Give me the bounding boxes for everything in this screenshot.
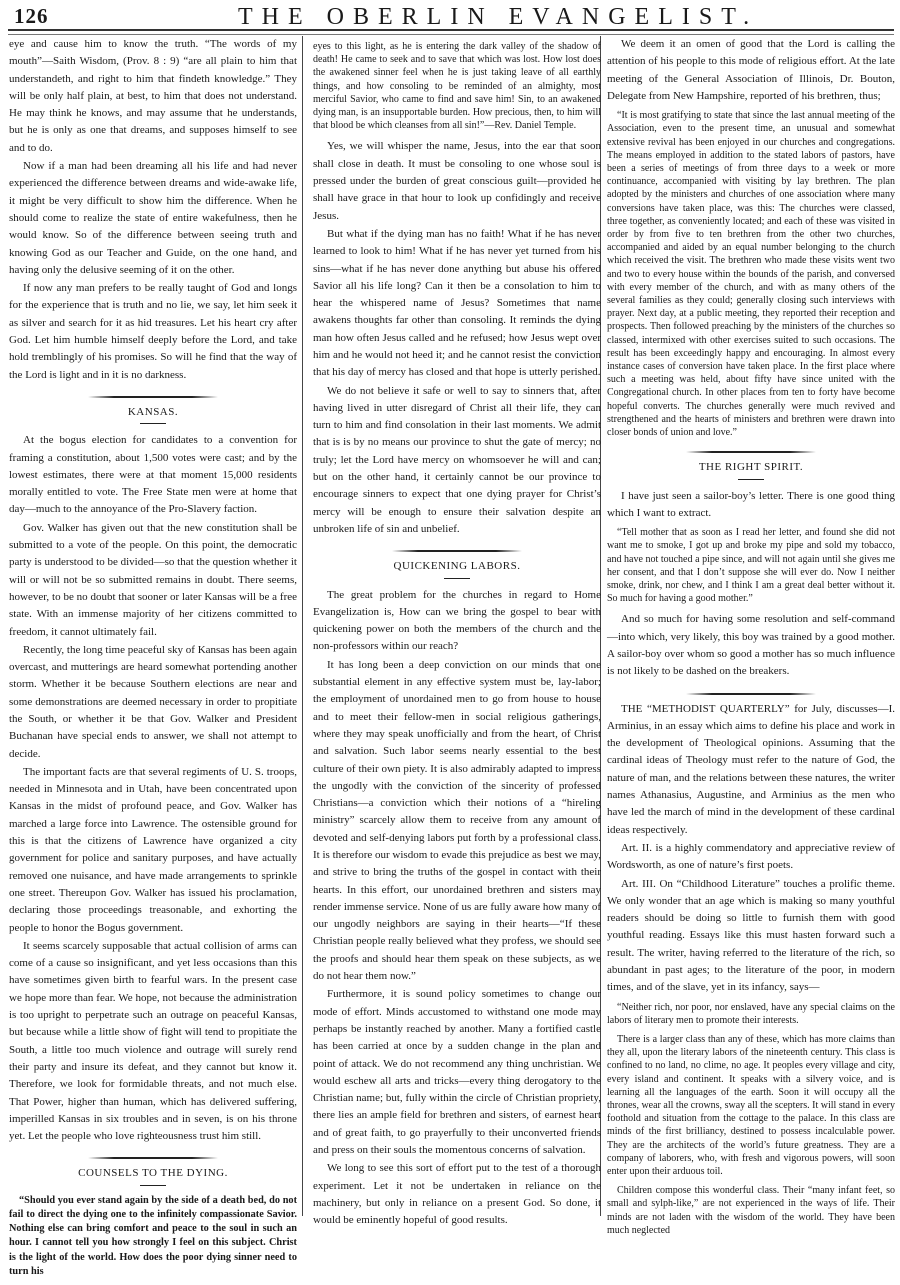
quoted-passage: “Neither rich, nor poor, nor enslaved, have any special claims on the labors of literary men to promote their interests. xyxy=(607,1001,895,1026)
paragraph: THE “METHODIST QUARTERLY” for July, discusses—I. Arminius, in an essay which aims to define his place and work in the development of Theological opinions. Assuming that the cardinal ideas of Theology must refer to the nature of God, the nature of man, and the relations between these natures, the writer names Athanasius, Augustine, and Arminius as the men who have led the march of mind in the development of these cardinal ideas respectively. xyxy=(607,702,895,836)
section-divider xyxy=(88,1157,218,1159)
paragraph: I have just seen a sailor-boy’s letter. There is one good thing which I want to extract. xyxy=(607,489,895,519)
paragraph: The important facts are that several regiments of U. S. troops, needed in Minnesota and in Utah, have been concentrated upon Kansas in the midst of profound peace, and Gov. Walker has marched a large force into Lawrence. The ostensible ground for this is that the citizens of Lawrence have organized a city government for police and sanitary purposes, and have actually removed one nuisance, and have made arrangements to sprinkle one street. Thereupon Gov. Walker has issued his proclamation, declaring those proceedings treasonable, and exhorting the people to honor the Bogus government. xyxy=(9,765,297,934)
heading-underline xyxy=(140,1185,166,1186)
paragraph: But what if the dying man has no faith! What if he has never learned to look to him! What if he has never yet turned from his sins—what if he has never done anything but abuse his offered Savior all his life long? Can it then be a consolation to him to hear the whispered name of Jesus? Sometimes that name awakens thoughts far other than consoling. It reminds the dying man how often Jesus called and he refused; how Jesus wept over him and he would not heed it; and he cannot resist the conviction that his day of mercy has closed and that hope is utterly perished. xyxy=(313,227,601,379)
quoted-passage: eyes to this light, as he is entering the dark valley of the shadow of death! He came to seek and to save that which was lost. How lost does the awakened sinner feel when he is just taking leave of all earthly things, and how consoling to be reminded of an almighty, most merciful Savior, who came to find and save him! Sin, to an awakened dying man, is an insupportable burden. How precious, then, to him will that blood be which cleanses from all sin!”—Rev. Daniel Temple. xyxy=(313,41,601,132)
paragraph: eye and cause him to know the truth. “The words of my mouth”—Saith Wisdom, (Prov. 8 : 9) “are all plain to him that understandeth, and right to him that findeth knowledge.” They will be only half plain, at best, to him that does not understand. He may think he knows, and may assume that he understands, but he is only as one that dreams, and supposes himself to see and to do. xyxy=(9,38,297,154)
section-heading: KANSAS. xyxy=(127,405,179,418)
column-3 xyxy=(607,36,895,1243)
paragraph: Now if a man had been dreaming all his life and had never experienced the difference between dreams and wide-awake life, it might be very difficult to show him the difference. When he should come to realize the state of entire wakefulness, then he would know. So of the difference between seeing truth and knowing God as our Teacher and Guide, on the one hand, and having only the delusive seeming of it on the other. xyxy=(9,160,297,276)
heading-underline xyxy=(140,423,166,424)
paragraph: If now any man prefers to be really taught of God and longs for the experience that is truth and no lie, we say, let him seek it as silver and search for it as hid treasures. Let his heart cry after God. Let him humble himself deeply before the Lord, and take hold tremblingly of his promises. So will he find that the way of the Lord is light and in it is no darkness. xyxy=(9,282,297,381)
paragraph: It seems scarcely supposable that actual collision of arms can come of a cause so insignificant, and yet less occasions than this have sometimes given birth to fearful wars. In the present case we hope more than fear. We hope, not because the administration is too upright to perpetrate such an outrage on peaceful Kansas, but because while a little show of fight will tend to propitiate the South, a little too much violence and outrage will surely rend their party and insure its defeat, and they cannot but know it. Therefore, we look for formidable threats, and not much else. That Power, higher than human, which has delivered suffering, imperilled Kansas in six troubles and in seven, is on his throne yet. Let the people who love righteousness trust him still. xyxy=(9,939,297,1143)
section-divider xyxy=(686,693,816,695)
paragraph: Art. III. On “Childhood Literature” touches a prolific theme. We only wonder that an age which is making so many youthful readers should be doing so little to furnish them with good youthful reading. Essays like this must hasten forward such a result. The writer, having referred to the literature of the rich, so abundant in past ages; to the literature of the poor, in modern times, and of the slave, yet in its infancy, says— xyxy=(607,877,895,994)
quoted-passage: Children compose this wonderful class. Their “many infant feet, so small and sylph-like,” are not experienced in the ways of life. Their minds are not laden with the wisdom of the world. They have been much neglected xyxy=(607,1185,895,1236)
column-rule xyxy=(302,36,303,1216)
paragraph: Gov. Walker has given out that the new constitution shall be submitted to a vote of the people. On this point, the democratic party is understood to be divided—so that the question whether it will or will not be so submitted remains in doubt. There seems, however, to be no doubt that sooner or later Kansas will be a free state. With an immense majority of her citizens committed to freedom, it cannot ultimately fail. xyxy=(9,521,297,638)
paragraph: Yes, we will whisper the name, Jesus, into the ear that soon shall close in death. It must be consoling to one whose soul is pressed under the burden of great conscious guilt—provided he shall have grace in that hour to look up confidingly and receive Jesus. xyxy=(313,140,601,222)
paragraph: We long to see this sort of effort put to the test of a thorough experiment. Let it not be undertaken in reliance on the machinery, but only in reliance on a present God. So done, it would be eminently hopeful of good results. xyxy=(313,1162,601,1227)
column-1 xyxy=(9,36,297,1285)
newspaper-title: THE OBERLIN EVANGELIST. xyxy=(238,4,759,30)
quoted-passage: There is a larger class than any of these, which has more claims than they all, upon the literary labors of the nineteenth century. This class is confined to no land, no clime, no age. It peoples every village and city, every island and continent. It speaks with a silvery voice, and is learning all the languages of the earth. Soon it will occupy all the thrones, wear all the crowns, sway all the scepters. It will stand in every foothold and situation from the cottage to the palace. In this class are minds of the first brilliancy, destined to possess incalculable power. They are the architects of the world’s future greatness. They are a company of laborers, who, with fresh and vigorous powers, will soon enter upon their arduous toil. xyxy=(607,1034,895,1178)
quoted-passage: “Should you ever stand again by the side of a death bed, do not fail to direct the dying one to the infinitely compassionate Savior. Nothing else can bring comfort and peace to the soul in such an hour. I cannot tell you how strongly I feel on this subject. Christ is the light of the world. How does the poor dying sinner need to turn his xyxy=(9,1194,297,1277)
masthead-rule xyxy=(8,29,894,35)
paragraph: It has long been a deep conviction on our minds that one substantial element in any effective system must be, lay-labor; the employment of unordained men to go from house to house and to meet their fellow-men in social religious gatherings, where they may speak unofficially and from the heart, of Christ and salvation. Such labor seems nearly essential to the best culture of their own piety. It is also admirably adapted to impress the ungodly with the conviction of the sincerity of professed Christians—a conviction which their notions of a “hireling ministry” scarcely allow them to receive from any amount of devoted and self-denying labors put forth by a professional class. It is therefore our wisdom to evade this prejudice as best we may, and strive to bring the truths of the gospel in contact with their hearts. In this effort, our unordained brethren and sisters may render immense service. None of us are fully aware how many of our ungodly neighbors are saying in their hearts—“If these Christian people really believed what they profess, we should see the proofs and should hear them speak on these subjects, as we do not hear them now.” xyxy=(313,658,601,983)
masthead xyxy=(8,4,894,28)
section-divider xyxy=(88,396,218,398)
paragraph: We do not believe it safe or well to say to sinners that, after having lived in utter disregard of Christ all their life, they can turn to him and find consolation in their last moments. We admit that is is by no means our province to shut the gate of mercy; no truly; let the Lord have mercy on whomsoever he will and can; but on the other hand, it certainly cannot be our province to encourage sinners to expect that one dying prayer for Christ’s mercy will be enough to ensure their salvation despite an unbroken life of sin and unbelief. xyxy=(313,384,601,535)
paragraph: Furthermore, it is sound policy sometimes to change our mode of effort. Minds accustomed to withstand one mode may perhaps be instantly reached by another. Many a fortified castle has been carried at once by a sudden change in the plan and point of attack. We do not recommend any thing unchristian. We would eschew all arts and tricks—every thing derogatory to the Christian name; but, fully within the circle of Christian propriety, there lies an ample field for brethren and sisters, of earnest heart and of great faith, to go prayerfully to their unconverted friends and press on their souls the momentous concerns of salvation. xyxy=(313,988,601,1157)
page-number: 126 xyxy=(14,4,49,28)
heading-underline xyxy=(444,578,470,579)
paragraph: Art. II. is a highly commendatory and appreciative review of Wordsworth, as one of nature’s first poets. xyxy=(607,841,895,872)
paragraph: And so much for having some resolution and self-command—into which, very likely, this boy was trained by a good mother. A sailor-boy over whom so good a mother has so much influence is not likely to be dashed on the breakers. xyxy=(607,613,895,678)
paragraph: Recently, the long time peaceful sky of Kansas has been again overcast, and mutterings are heard somewhat portending another storm. Whether it be because Southern elections are near and some demonstrations are deemed necessary in order to propitiate the South, or whether it be that Gov. Walker and President Buchanan have special ends to answer, we shall not attempt to decide. xyxy=(9,643,297,760)
column-2 xyxy=(313,36,601,1231)
section-divider xyxy=(392,550,522,552)
paragraph: The great problem for the churches in regard to Home Evangelization is, How can we bring the gospel to bear with quickening power on both the members of the church and the non-professors within our reach? xyxy=(313,588,601,653)
section-heading: THE RIGHT SPIRIT. xyxy=(698,461,804,474)
quoted-passage: “Tell mother that as soon as I read her letter, and found she did not want me to smoke, I got up and broke my pipe and sold my tobacco, and have not touched a pipe since, and will not again until she gives me her consent, and that I don’t suppose she will ever do. Now I neither smoke, drink, nor chew, and I think I am a great deal better without it. So much for having a good mother.” xyxy=(607,527,895,605)
quoted-passage: “It is most gratifying to state that since the last annual meeting of the Association, even to the present time, an unusual and somewhat extensive revival has been enjoyed in our churches and congregations. The means employed in addition to the stated labors of pastors, have been a series of meetings of from three days to a week or more continuance, accompanied with visiting by lay brethren. The plan adopted by the ministers and churches of one association where many conversions have taken place, was this: The churches were classed, three together, as conveniently located; and each of these was visited in order by from five to ten brethren from the other two churches, accompanied and aided by an equal number belonging to the church which received the visit. The brethren who made these visits went two and two to every house within the bounds of the parish, and conversed with every member of the church, and with as many others of the several families as they could; generally closing such interviews with prayer. Next day, at a public meeting, they reported their reception and prospects. Then followed preaching by the ministers of the churches so classed, intermixed with other exercises suited to such occasions. The result has been exceedingly happy and encouraging. In almost every instance cases of conversion have taken place. In the first place where such a meeting was held, about fifty have since united with the Congregational church. In other places from ten to forty have become hopeful converts. The churches generally were much revived and strengthened and the hearts of ministers and brethren were drawn into closer bonds of union and love.” xyxy=(607,110,895,439)
heading-underline xyxy=(738,479,764,480)
section-heading: COUNSELS TO THE DYING. xyxy=(78,1167,228,1180)
paragraph: We deem it an omen of good that the Lord is calling the attention of his people to this mode of religious effort. At the late meeting of the General Association of Illinois, Dr. Bouton, Delegate from New Hampshire, reported of his brethren, thus; xyxy=(607,38,895,102)
section-divider xyxy=(686,451,816,453)
section-heading: QUICKENING LABORS. xyxy=(393,560,521,573)
paragraph: At the bogus election for candidates to a convention for framing a constitution, about 1,500 votes were cast; and by the lowest estimates, there were at that moment 15,000 residents morally entitled to vote. The Free State men were at home that day—much to the annoyance of the Pro-Slavery faction. xyxy=(9,434,297,516)
